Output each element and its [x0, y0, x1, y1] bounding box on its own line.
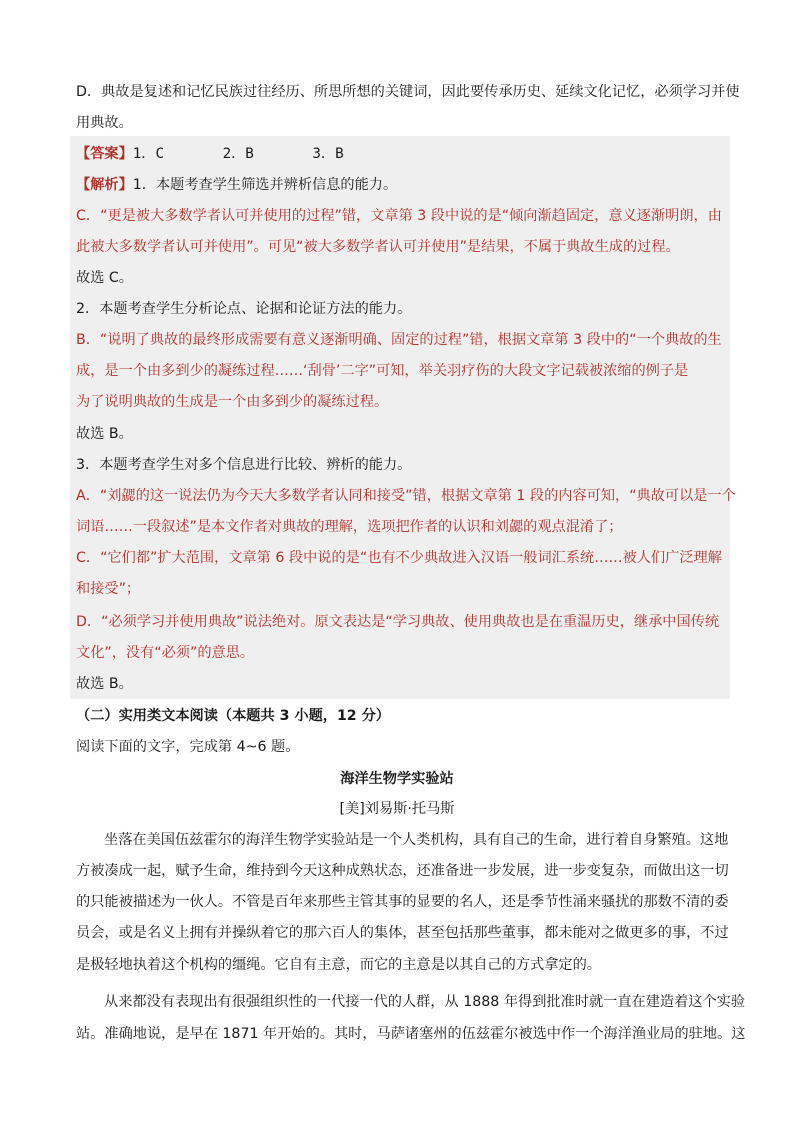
article-p1-line-4: 员会，或是名义上拥有并操纵着它的那六百人的集体，甚至包括那些董事，都未能对之做更多的事，不过 [76, 925, 729, 941]
article-p1-line-5: 是极轻地执着这个机构的缰绳。它自有主意，而它的主意是以其自己的方式拿定的。 [76, 957, 601, 973]
answer-q2: 2．B [222, 146, 254, 162]
answer-line [76, 144, 344, 164]
analysis-label: 【解析】 [76, 177, 133, 193]
article-p2-line-1: 从来都没有表现出有很强组织性的一代接一代的人群，从 1888 年得到批准时就一直在建造着这个实验 [104, 994, 746, 1010]
analysis-q3-c-line-2: 和接受”； [76, 581, 141, 597]
analysis-q3-intro: 3．本题考查学生对多个信息进行比较、辨析的能力。 [76, 457, 412, 473]
section-heading: （二）实用类文本阅读（本题共 3 小题，12 分） [76, 708, 390, 724]
article-p1-line-3: 的只能被描述为一伙人。不管是百年来那些主管其事的显要的名人，还是季节性涌来骚扰的那数不清的委 [76, 894, 729, 910]
article-p2-line-2: 站。准确地说，是早在 1871 年开始的。其时，马萨诸塞州的伍兹霍尔被选中作一个海洋渔业局的驻地。这 [76, 1026, 746, 1042]
option-d-line-1: D．典故是复述和记忆民族过往经历、所思所想的关键词，因此要传承历史、延续文化记忆，必须学习并使 [76, 84, 740, 100]
analysis-line [76, 175, 397, 195]
article-p1-line-1: 坐落在美国伍兹霍尔的海洋生物学实验站是一个人类机构，具有自己的生命，进行着自身繁殖。这地 [104, 832, 729, 848]
analysis-q2-choice: 故选 B。 [76, 426, 133, 442]
analysis-q3-d-line-2: 文化”，没有“必须”的意思。 [76, 645, 255, 661]
analysis-q1-choice: 故选 C。 [76, 270, 133, 286]
answer-label: 【答案】 [76, 146, 133, 162]
article-author: [美]刘易斯·托马斯 [339, 801, 455, 817]
section-instruction: 阅读下面的文字，完成第 4~6 题。 [76, 739, 300, 755]
analysis-q2-b-line-3: 为了说明典故的生成是一个由多到少的凝练过程。 [76, 394, 389, 410]
answer-q3: 3．B [312, 146, 344, 162]
analysis-q3-choice: 故选 B。 [76, 676, 133, 692]
answer-q1: 1．C [132, 146, 165, 162]
article-p1-line-2: 方被凑成一起，赋予生命，维持到今天这种成熟状态，还准备进一步发展，进一步变复杂，而做出这一切 [76, 863, 729, 879]
analysis-q2-intro: 2．本题考查学生分析论点、论据和论证方法的能力。 [76, 301, 412, 317]
analysis-q3-a-line-1: A．“刘勰的这一说法仍为今天大多数学者认同和接受”错，根据文章第 1 段的内容可知，“典故可以是一个 [76, 488, 736, 504]
analysis-q2-b-line-2: 成，是一个由多到少的凝练过程……‘刮骨’二字”可知，举关羽疗伤的大段文字记载被浓缩的例子是 [76, 363, 689, 379]
option-d-line-2: 用典故。 [76, 115, 133, 131]
analysis-q2-b-line-1: B．“说明了典故的最终形成需要有意义逐渐明确、固定的过程”错，根据文章第 3 段中的“一个典故的生 [76, 332, 722, 348]
analysis-q1-intro: 1．本题考查学生筛选并辨析信息的能力。 [132, 177, 398, 193]
analysis-q3-d-line-1: D．“必须学习并使用典故”说法绝对。原文表达是“学习典故、使用典故也是在重温历史，继承中国传统 [76, 614, 720, 630]
analysis-q1-c-line-1: C．“更是被大多数学者认可并使用的过程”错，文章第 3 段中说的是“倾向渐趋固定，意义逐渐明朗，由 [76, 208, 722, 224]
analysis-q1-c-line-2: 此被大多数学者认可并使用”。可见“被大多数学者认可并使用”是结果，不属于典故生成的过程。 [76, 239, 680, 255]
analysis-q3-a-line-2: 词语……一段叙述”是本文作者对典故的理解，选项把作者的认识和刘勰的观点混淆了； [76, 519, 623, 535]
analysis-q3-c-line-1: C．“它们都”扩大范围，文章第 6 段中说的是“也有不少典故进入汉语一般词汇系统……被人们广泛理解 [76, 550, 722, 566]
article-title: 海洋生物学实验站 [340, 771, 454, 787]
